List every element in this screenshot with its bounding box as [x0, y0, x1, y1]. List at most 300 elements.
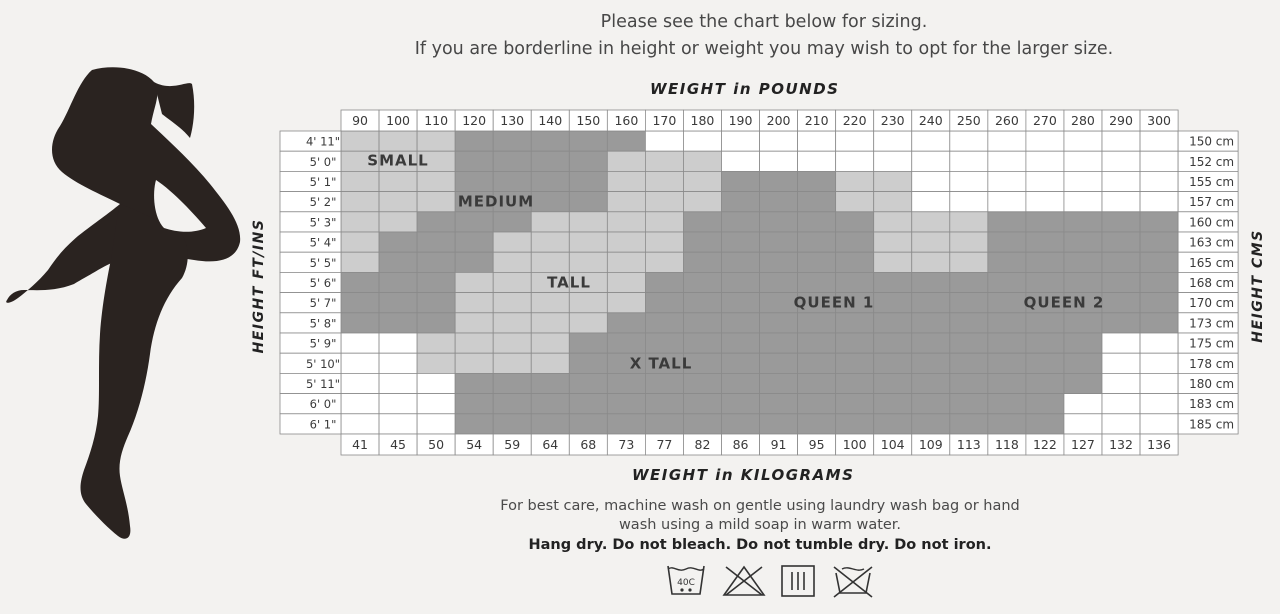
size-cell	[874, 232, 912, 252]
size-cell	[607, 394, 645, 414]
size-cell	[1064, 272, 1102, 292]
size-cell	[1064, 313, 1102, 333]
size-cell	[988, 353, 1026, 373]
kilograms-tick-label: 113	[956, 437, 981, 452]
size-cell	[950, 313, 988, 333]
size-cell	[722, 373, 760, 393]
size-cell	[950, 394, 988, 414]
size-cell	[455, 151, 493, 171]
size-cell	[455, 131, 493, 151]
size-cell	[569, 151, 607, 171]
size-cell	[607, 333, 645, 353]
wash-temp-label: 40C	[677, 578, 695, 588]
kilograms-tick-label: 100	[842, 437, 867, 452]
pounds-tick-label: 90	[352, 113, 368, 128]
size-cell	[1140, 333, 1178, 353]
size-cell	[950, 212, 988, 232]
size-cell	[607, 232, 645, 252]
size-cell	[836, 373, 874, 393]
height-ft-label: 5' 10"	[305, 356, 341, 371]
size-cell	[1026, 232, 1064, 252]
kilograms-tick-label: 77	[656, 437, 673, 452]
pounds-tick-label: 130	[500, 113, 525, 128]
size-cell	[874, 333, 912, 353]
size-cell	[379, 353, 417, 373]
size-cell	[988, 232, 1026, 252]
size-cell	[722, 313, 760, 333]
size-cell	[798, 151, 836, 171]
size-cell	[988, 171, 1026, 191]
size-cell	[379, 171, 417, 191]
size-cell	[645, 394, 683, 414]
size-cell	[722, 293, 760, 313]
size-cell	[607, 373, 645, 393]
size-cell	[988, 333, 1026, 353]
size-cell	[722, 232, 760, 252]
size-cell	[836, 272, 874, 292]
size-cell	[531, 212, 569, 232]
size-cell	[1102, 212, 1140, 232]
size-cell	[417, 272, 455, 292]
kilograms-axis-title: WEIGHT in KILOGRAMS	[632, 466, 855, 484]
size-cell	[988, 192, 1026, 212]
size-cell	[722, 192, 760, 212]
size-cell	[1140, 353, 1178, 373]
size-cell	[760, 272, 798, 292]
size-cell	[531, 252, 569, 272]
size-cell	[607, 131, 645, 151]
size-cell	[379, 313, 417, 333]
height-ft-label: 5' 0"	[309, 154, 337, 169]
size-cell	[493, 394, 531, 414]
size-cell	[1102, 272, 1140, 292]
size-cell	[874, 131, 912, 151]
pounds-tick-label: 150	[576, 113, 601, 128]
height-cm-label: 180 cm	[1189, 377, 1235, 391]
size-cell	[1026, 131, 1064, 151]
size-cell	[1064, 373, 1102, 393]
size-cell	[493, 333, 531, 353]
size-cell	[1102, 171, 1140, 191]
size-cell	[1140, 373, 1178, 393]
kilograms-tick-label: 68	[580, 437, 597, 452]
kilograms-tick-label: 64	[542, 437, 559, 452]
size-cell	[912, 373, 950, 393]
size-cell	[607, 414, 645, 434]
size-cell	[1140, 151, 1178, 171]
size-cell	[1102, 252, 1140, 272]
pounds-tick-label: 110	[424, 113, 449, 128]
size-cell	[950, 171, 988, 191]
height-ft-label: 5' 6"	[309, 276, 337, 290]
size-cell	[798, 272, 836, 292]
size-cell	[1064, 151, 1102, 171]
size-cell	[988, 293, 1026, 313]
size-cell	[531, 192, 569, 212]
size-cell	[722, 252, 760, 272]
size-cell	[760, 212, 798, 232]
pounds-tick-label: 190	[728, 113, 753, 128]
height-ft-label: 5' 9"	[309, 336, 337, 351]
size-cell	[1140, 192, 1178, 212]
height-cm-label: 168 cm	[1189, 276, 1235, 290]
size-cell	[341, 353, 379, 373]
pounds-tick-label: 220	[842, 113, 867, 128]
size-cell	[950, 293, 988, 313]
size-cell	[341, 373, 379, 393]
pounds-tick-label: 100	[386, 113, 411, 128]
kilograms-tick-label: 127	[1071, 437, 1095, 452]
kilograms-tick-label: 109	[918, 437, 943, 452]
size-cell	[645, 293, 683, 313]
size-cell	[569, 293, 607, 313]
size-cell	[950, 414, 988, 434]
height-ft-label: 5' 1"	[309, 175, 337, 189]
height-ft-label: 5' 11"	[305, 377, 341, 391]
height-ft-label: 5' 3"	[309, 215, 337, 230]
size-cell	[1102, 333, 1140, 353]
size-cell	[531, 131, 569, 151]
size-cell	[683, 171, 721, 191]
size-cell	[760, 313, 798, 333]
size-cell	[874, 272, 912, 292]
size-label: MEDIUM	[457, 192, 535, 211]
size-cell	[1102, 414, 1140, 434]
size-cell	[493, 131, 531, 151]
height-cms-axis-title: HEIGHT CMS	[1250, 229, 1266, 343]
size-cell	[722, 333, 760, 353]
size-cell	[722, 212, 760, 232]
size-cell	[798, 212, 836, 232]
size-cell	[760, 131, 798, 151]
size-cell	[379, 394, 417, 414]
height-cm-label: 185 cm	[1189, 417, 1235, 432]
size-cell	[417, 192, 455, 212]
size-cell	[341, 313, 379, 333]
size-cell	[798, 131, 836, 151]
size-cell	[493, 414, 531, 434]
size-cell	[607, 293, 645, 313]
size-cell	[988, 131, 1026, 151]
size-cell	[798, 313, 836, 333]
size-cell	[798, 373, 836, 393]
size-cell	[1064, 414, 1102, 434]
size-cell	[836, 313, 874, 333]
size-cell	[645, 414, 683, 434]
size-cell	[1064, 171, 1102, 191]
size-cell	[455, 272, 493, 292]
size-cell	[1140, 171, 1178, 191]
height-cm-label: 178 cm	[1189, 356, 1235, 371]
size-cell	[1140, 272, 1178, 292]
size-cell	[683, 373, 721, 393]
size-cell	[379, 272, 417, 292]
size-cell	[1026, 414, 1064, 434]
size-cell	[1064, 192, 1102, 212]
size-cell	[1102, 353, 1140, 373]
size-cell	[760, 373, 798, 393]
size-cell	[341, 192, 379, 212]
pounds-tick-label: 280	[1071, 113, 1095, 128]
size-cell	[722, 353, 760, 373]
size-cell	[531, 414, 569, 434]
size-cell	[1026, 333, 1064, 353]
size-cell	[912, 394, 950, 414]
size-cell	[1026, 394, 1064, 414]
size-cell	[912, 232, 950, 252]
height-cm-label: 170 cm	[1189, 296, 1235, 311]
size-cell	[912, 414, 950, 434]
size-cell	[379, 131, 417, 151]
size-cell	[836, 151, 874, 171]
size-cell	[341, 414, 379, 434]
size-cell	[874, 414, 912, 434]
size-cell	[645, 272, 683, 292]
size-cell	[455, 373, 493, 393]
size-label: QUEEN 2	[1023, 293, 1105, 312]
kilograms-tick-label: 86	[732, 437, 749, 452]
height-ft-label: 4' 11"	[305, 134, 341, 149]
size-cell	[645, 192, 683, 212]
size-cell	[531, 394, 569, 414]
height-ft-label: 5' 7"	[309, 296, 337, 311]
height-cm-label: 150 cm	[1189, 134, 1235, 149]
height-cm-label: 173 cm	[1189, 316, 1235, 331]
size-cell	[1140, 252, 1178, 272]
size-cell	[1064, 212, 1102, 232]
size-cell	[1140, 212, 1178, 232]
size-cell	[493, 151, 531, 171]
size-cell	[645, 212, 683, 232]
size-cell	[722, 394, 760, 414]
size-cell	[455, 232, 493, 252]
size-cell	[1102, 192, 1140, 212]
size-cell	[645, 333, 683, 353]
size-cell	[531, 333, 569, 353]
size-cell	[760, 151, 798, 171]
size-cell	[798, 353, 836, 373]
kilograms-tick-label: 95	[808, 437, 825, 452]
size-cell	[798, 171, 836, 191]
height-cm-label: 175 cm	[1189, 336, 1235, 351]
size-cell	[531, 313, 569, 333]
size-cell	[912, 272, 950, 292]
size-cell	[607, 212, 645, 232]
height-ft-label: 6' 1"	[309, 417, 337, 432]
size-cell	[1102, 232, 1140, 252]
size-cell	[1102, 373, 1140, 393]
size-cell	[493, 353, 531, 373]
size-cell	[607, 171, 645, 191]
size-cell	[569, 232, 607, 252]
care-line-2: wash using a mild soap in warm water.	[618, 517, 902, 533]
size-cell	[569, 192, 607, 212]
size-cell	[836, 171, 874, 191]
size-cell	[988, 414, 1026, 434]
size-cell	[569, 212, 607, 232]
size-cell	[683, 313, 721, 333]
size-cell	[1102, 293, 1140, 313]
height-ft-label: 5' 4"	[309, 235, 337, 250]
size-cell	[798, 252, 836, 272]
size-cell	[1026, 272, 1064, 292]
size-label: SMALL	[367, 151, 429, 170]
pounds-tick-label: 230	[880, 113, 905, 128]
size-cell	[988, 373, 1026, 393]
size-cell	[760, 293, 798, 313]
size-cell	[950, 353, 988, 373]
kilograms-tick-label: 41	[352, 437, 368, 452]
size-cell	[1102, 131, 1140, 151]
size-cell	[493, 212, 531, 232]
size-cell	[683, 131, 721, 151]
size-cell	[341, 252, 379, 272]
size-cell	[874, 293, 912, 313]
pounds-tick-label: 180	[690, 113, 715, 128]
height-ftin-axis-title: HEIGHT FT/INS	[251, 218, 267, 354]
size-cell	[417, 414, 455, 434]
size-cell	[455, 171, 493, 191]
height-ft-label: 5' 8"	[309, 316, 337, 331]
size-cell	[569, 353, 607, 373]
size-cell	[874, 252, 912, 272]
size-cell	[836, 353, 874, 373]
hang-dry-icon	[779, 563, 817, 599]
size-cell	[531, 171, 569, 191]
size-cell	[874, 353, 912, 373]
size-cell	[569, 394, 607, 414]
size-cell	[912, 171, 950, 191]
kilograms-tick-label: 91	[770, 437, 787, 452]
size-label: X TALL	[629, 354, 693, 373]
size-cell	[645, 131, 683, 151]
size-cell	[417, 232, 455, 252]
size-cell	[683, 394, 721, 414]
size-cell	[1026, 171, 1064, 191]
size-cell	[988, 313, 1026, 333]
no-bleach-icon	[720, 563, 768, 599]
size-cell	[417, 313, 455, 333]
size-cell	[760, 394, 798, 414]
size-cell	[836, 333, 874, 353]
size-cell	[1064, 353, 1102, 373]
size-cell	[417, 333, 455, 353]
pounds-tick-label: 250	[956, 113, 981, 128]
size-cell	[683, 212, 721, 232]
size-cell	[722, 151, 760, 171]
size-cell	[912, 131, 950, 151]
pounds-tick-label: 170	[652, 113, 677, 128]
size-cell	[912, 293, 950, 313]
size-cell	[798, 394, 836, 414]
care-line-3: Hang dry. Do not bleach. Do not tumble dry. Do not iron.	[528, 537, 992, 553]
size-cell	[1140, 293, 1178, 313]
size-cell	[874, 192, 912, 212]
pounds-tick-label: 290	[1109, 113, 1133, 128]
size-cell	[760, 353, 798, 373]
size-cell	[683, 333, 721, 353]
kilograms-tick-label: 73	[618, 437, 635, 452]
height-ft-label: 5' 5"	[309, 255, 337, 270]
height-cm-label: 157 cm	[1189, 195, 1235, 210]
size-cell	[874, 151, 912, 171]
size-cell	[379, 293, 417, 313]
size-cell	[569, 414, 607, 434]
size-cell	[912, 353, 950, 373]
size-cell	[1140, 394, 1178, 414]
size-cell	[912, 333, 950, 353]
size-cell	[379, 333, 417, 353]
size-cell	[493, 272, 531, 292]
wash-40c-icon	[666, 563, 706, 599]
size-cell	[760, 192, 798, 212]
size-cell	[569, 373, 607, 393]
size-cell	[1064, 252, 1102, 272]
size-cell	[607, 252, 645, 272]
size-cell	[493, 171, 531, 191]
size-cell	[417, 394, 455, 414]
size-cell	[683, 293, 721, 313]
size-cell	[798, 333, 836, 353]
height-cm-label: 163 cm	[1189, 235, 1235, 250]
size-cell	[569, 171, 607, 191]
pounds-tick-label: 120	[462, 113, 487, 128]
size-cell	[1140, 313, 1178, 333]
size-cell	[455, 394, 493, 414]
size-cell	[1102, 151, 1140, 171]
size-cell	[950, 192, 988, 212]
size-cell	[950, 151, 988, 171]
height-cm-label: 152 cm	[1189, 154, 1235, 169]
size-cell	[760, 252, 798, 272]
size-cell	[760, 414, 798, 434]
size-cell	[531, 373, 569, 393]
size-cell	[341, 131, 379, 151]
size-cell	[1064, 333, 1102, 353]
size-cell	[912, 313, 950, 333]
size-cell	[760, 232, 798, 252]
size-cell	[874, 171, 912, 191]
size-cell	[455, 353, 493, 373]
size-cell	[683, 151, 721, 171]
size-cell	[341, 171, 379, 191]
size-cell	[836, 212, 874, 232]
size-cell	[683, 232, 721, 252]
size-cell	[912, 151, 950, 171]
size-cell	[988, 272, 1026, 292]
size-cell	[950, 272, 988, 292]
size-cell	[379, 212, 417, 232]
size-cell	[1026, 192, 1064, 212]
size-cell	[645, 313, 683, 333]
size-cell	[722, 131, 760, 151]
size-cell	[760, 333, 798, 353]
size-cell	[455, 293, 493, 313]
kilograms-tick-label: 136	[1147, 437, 1172, 452]
size-cell	[493, 232, 531, 252]
size-cell	[379, 252, 417, 272]
size-cell	[531, 232, 569, 252]
size-cell	[950, 131, 988, 151]
size-cell	[874, 212, 912, 232]
size-cell	[645, 151, 683, 171]
size-cell	[645, 232, 683, 252]
size-cell	[950, 232, 988, 252]
height-ft-label: 6' 0"	[309, 397, 337, 412]
size-cell	[1102, 313, 1140, 333]
size-cell	[683, 192, 721, 212]
size-cell	[912, 192, 950, 212]
